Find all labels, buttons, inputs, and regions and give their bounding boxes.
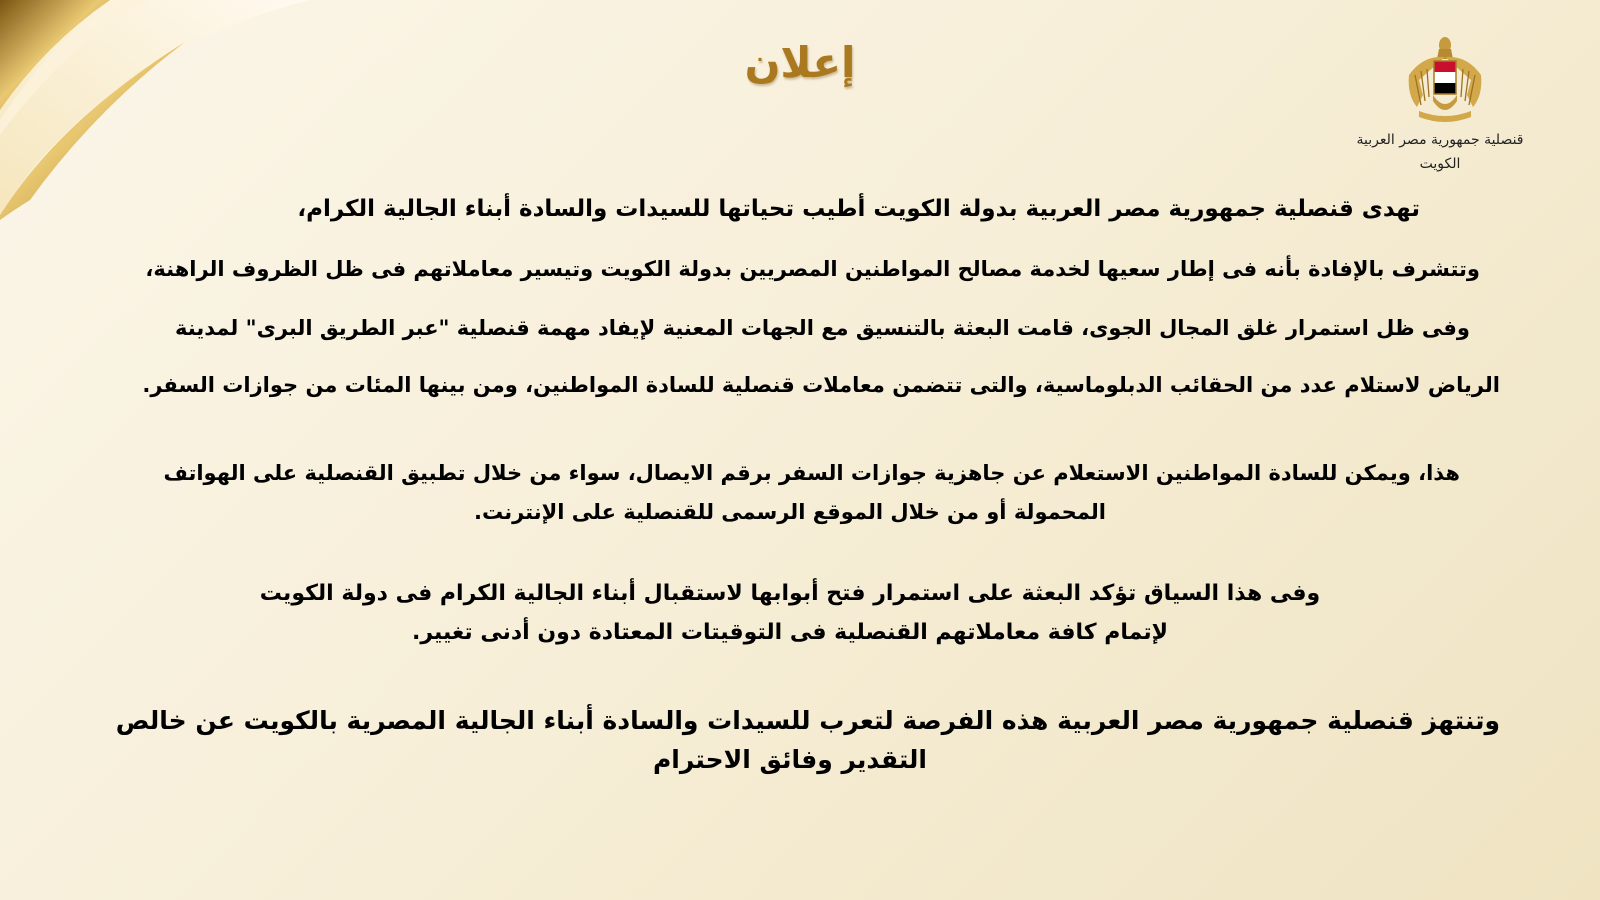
- consulate-name: [1330, 128, 1550, 176]
- decorative-gold-swoosh: [0, 0, 320, 230]
- paragraph-2-line-2: المحمولة أو من خلال الموقع الرسمى للقنصلية على الإنترنت.: [474, 500, 1106, 524]
- paragraph-2-line-1: هذا، ويمكن للسادة المواطنين الاستعلام عن جاهزية جوازات السفر برقم الايصال، سواء من خلال تطبيق القنصلية على الهواتف: [163, 461, 1460, 485]
- consulate-name-line1: قنصلية جمهورية مصر العربية: [1356, 132, 1524, 148]
- paragraph-1-line-3: الرياض لاستلام عدد من الحقائب الدبلوماسية، والتى تتضمن معاملات قنصلية للسادة المواطنين، ومن بينها المئات من جوازات السفر.: [142, 373, 1500, 397]
- paragraph-1-line-1: وتتشرف بالإفادة بأنه فى إطار سعيها لخدمة مصالح المواطنين المصريين بدولة الكويت وتيسير معاملاتهم فى ظل الظروف الراهنة،: [145, 257, 1480, 281]
- closing-line-1: وتنتهز قنصلية جمهورية مصر العربية هذه الفرصة لتعرب للسيدات والسادة أبناء الجالية المصرية بالكويت عن خالص: [115, 706, 1500, 735]
- paragraph-3-line-2: لإتمام كافة معاملاتهم القنصلية فى التوقيتات المعتادة دون أدنى تغيير.: [411, 620, 1168, 645]
- egypt-eagle-emblem-icon: [1405, 35, 1485, 125]
- page-title: إعلان: [744, 38, 856, 87]
- closing-line-2: التقدير وفائق الاحترام: [652, 745, 927, 774]
- paragraph-3-line-1: وفى هذا السياق تؤكد البعثة على استمرار فتح أبوابها لاستقبال أبناء الجالية الكرام فى دولة الكويت: [259, 581, 1321, 606]
- paragraph-1-line-2: وفى ظل استمرار غلق المجال الجوى، قامت البعثة بالتنسيق مع الجهات المعنية لإيفاد مهمة قنصلية "عبر الطريق البرى" لمدينة: [175, 316, 1470, 340]
- greeting-line: تهدى قنصلية جمهورية مصر العربية بدولة الكويت أطيب تحياتها للسيدات والسادة أبناء الجالية الكرام،: [297, 196, 1420, 222]
- consulate-name-line2: الكويت: [1419, 156, 1461, 172]
